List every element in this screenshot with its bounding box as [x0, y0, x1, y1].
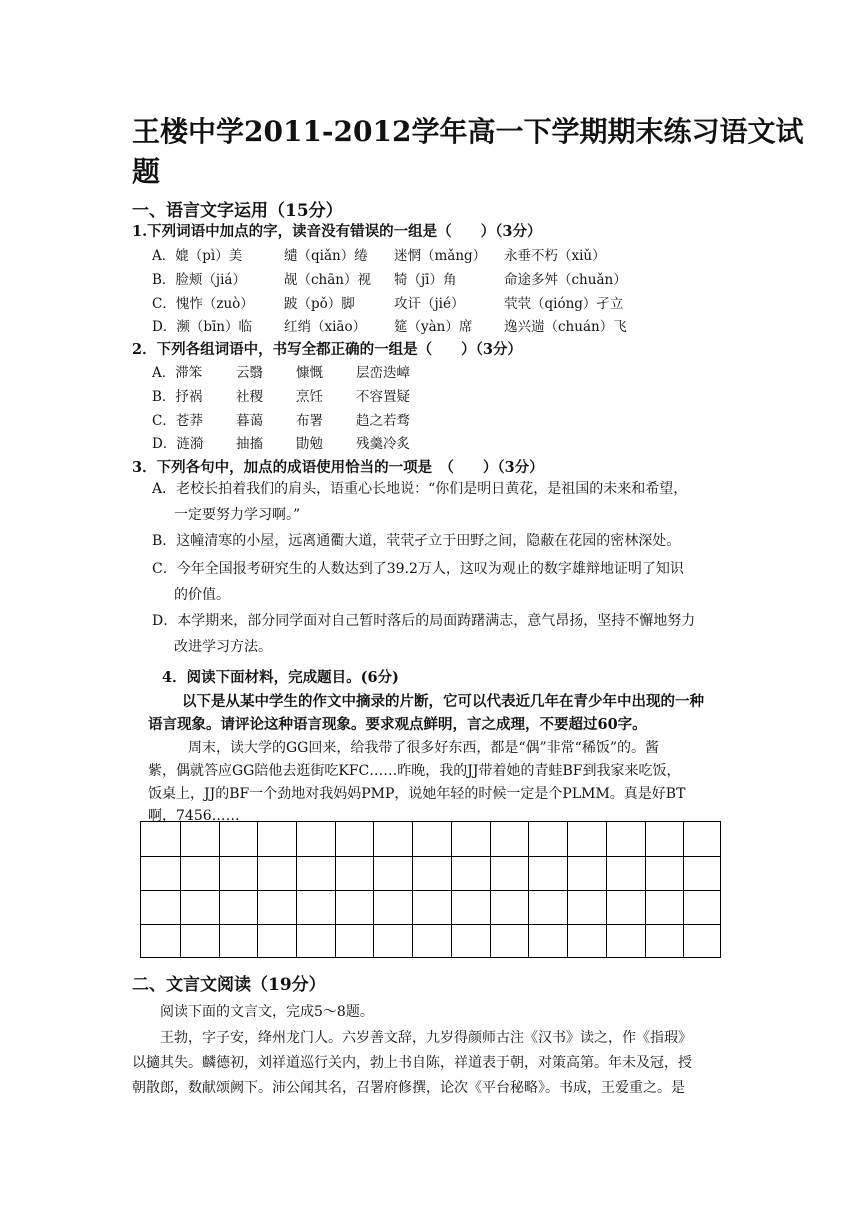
- q2-a-4: 层峦迭嶂: [356, 365, 410, 381]
- doc-title-line1: 王楼中学2011-2012学年高一下学期期末练习语文试: [132, 115, 804, 148]
- s2-text-line3: 朝散郎，数献颂阙下。沛公闻其名，召署府修撰，论次《平台秘略》。书成，王爱重之。是: [132, 1080, 685, 1096]
- q1-c-3: 攻讦（jié）: [394, 296, 465, 312]
- q1-option-c: [152, 292, 752, 312]
- q4-requirement-line2: 语言现象。请评论这种语言现象。要求观点鲜明，言之成理，不要超过60字。: [148, 716, 647, 733]
- q2-c-1: C．苍莽: [152, 413, 203, 429]
- q4-stem: 4．阅读下面材料，完成题目。(6分): [162, 669, 399, 686]
- q1-option-a: [152, 244, 752, 264]
- section2-heading: 二、文言文阅读（19分）: [132, 975, 326, 995]
- q1-option-d: [152, 315, 752, 335]
- s2-text-line2: 以擿其失。麟德初，刘祥道巡行关内，勃上书自陈，祥道表于朝，对策高第。年未及冠，授: [132, 1055, 692, 1071]
- q2-option-c: [152, 409, 552, 429]
- q2-d-1: D．涟漪: [152, 436, 204, 452]
- q1-b-1: B．脸颊（jiá）: [152, 272, 246, 288]
- q3-option-a-line2: 一定要努力学习啊。”: [174, 507, 301, 523]
- q3-option-d-line1: D．本学期来，部分同学面对自己暂时落后的局面踌躇满志，意气昂扬，坚持不懈地努力: [152, 613, 696, 629]
- q3-option-c-line2: 的价值。: [174, 587, 230, 603]
- q2-option-b: [152, 385, 552, 405]
- q1-b-3: 犄（jī）角: [394, 272, 457, 288]
- q2-a-2: 云翳: [236, 365, 263, 381]
- q4-passage-line1: 周末，读大学的GG回来，给我带了很多好东西，都是“偶”非常“稀饭”的。酱: [188, 740, 659, 756]
- q1-c-2: 跛（pǒ）脚: [284, 296, 355, 312]
- q4-passage-line2: 紫，偶就答应GG陪他去逛街吃KFC……昨晚，我的JJ带着她的青蛙BF到我家来吃饭，: [148, 763, 681, 779]
- q2-b-4: 不容置疑: [356, 389, 410, 405]
- s2-intro: 阅读下面的文言文，完成5～8题。: [160, 1004, 374, 1020]
- q1-c-1: C．愧怍（zuò）: [152, 296, 254, 312]
- q2-c-3: 布署: [296, 413, 323, 429]
- q4-passage-line3: 饭桌上，JJ的BF一个劲地对我妈妈PMP，说她年轻的时候一定是个PLMM。真是好BT: [148, 786, 686, 802]
- q2-option-d: [152, 432, 552, 452]
- q1-a-3: 迷惘（mǎng）: [394, 248, 487, 264]
- q3-option-c-line1: C．今年全国报考研究生的人数达到了39.2万人，这叹为观止的数字雄辩地证明了知识: [152, 561, 684, 577]
- q2-d-2: 抽搐: [236, 436, 263, 452]
- q4-passage-line4: 啊，7456……: [148, 808, 240, 824]
- q1-c-4: 茕茕（qióng）孑立: [504, 296, 624, 312]
- q2-b-2: 社稷: [236, 389, 263, 405]
- q2-b-1: B．抒祸: [152, 389, 203, 405]
- q2-d-4: 残羹冷炙: [356, 436, 410, 452]
- q2-option-a: [152, 361, 552, 381]
- q2-stem: 2．下列各组词语中，书写全都正确的一组是（ ）（3分）: [132, 341, 522, 358]
- q1-stem: 1.下列词语中加点的字，读音没有错误的一组是（ ）（3分）: [132, 223, 542, 240]
- q4-requirement-line1: 以下是从某中学生的作文中摘录的片断，它可以代表近几年在青少年中出现的一种: [182, 693, 704, 710]
- q1-a-4: 永垂不朽（xiǔ）: [504, 248, 606, 264]
- s2-text-line1: 王勃，字子安，绛州龙门人。六岁善文辞，九岁得颜师古注《汉书》读之，作《指瑕》: [160, 1030, 692, 1046]
- q1-d-4: 逸兴遄（chuán）飞: [504, 319, 627, 335]
- q2-c-4: 趋之若骛: [356, 413, 410, 429]
- q1-b-2: 觇（chān）视: [284, 272, 371, 288]
- q3-option-a-line1: A．老校长拍着我们的肩头，语重心长地说：“你们是明日黄花，是祖国的未来和希望，: [152, 481, 688, 497]
- q3-stem: 3．下列各句中，加点的成语使用恰当的一项是 （ ）（3分）: [132, 459, 544, 476]
- q2-a-1: A．滞笨: [152, 365, 203, 381]
- q1-a-2: 缱（qiǎn）绻: [284, 248, 368, 264]
- q2-d-3: 勖勉: [296, 436, 323, 452]
- q3-option-d-line2: 改进学习方法。: [174, 639, 272, 655]
- answer-grid[interactable]: [140, 821, 721, 958]
- q1-d-1: D．濒（bīn）临: [152, 319, 252, 335]
- q1-b-4: 命途多舛（chuǎn）: [504, 272, 627, 288]
- doc-title-line2: 题: [132, 155, 161, 188]
- q1-d-2: 红绡（xiāo）: [284, 319, 367, 335]
- q1-d-3: 筵（yàn）席: [394, 319, 473, 335]
- q1-a-1: A．媲（pì）美: [152, 248, 243, 264]
- q2-b-3: 烹饪: [296, 389, 323, 405]
- section1-heading: 一、语言文字运用（15分）: [132, 201, 343, 221]
- q1-option-b: [152, 268, 752, 288]
- q3-option-b-line1: B．这幢清寒的小屋，远离通衢大道，茕茕孑立于田野之间，隐蔽在花园的密林深处。: [152, 533, 681, 549]
- q2-c-2: 暮蔼: [236, 413, 263, 429]
- q2-a-3: 慷慨: [296, 365, 323, 381]
